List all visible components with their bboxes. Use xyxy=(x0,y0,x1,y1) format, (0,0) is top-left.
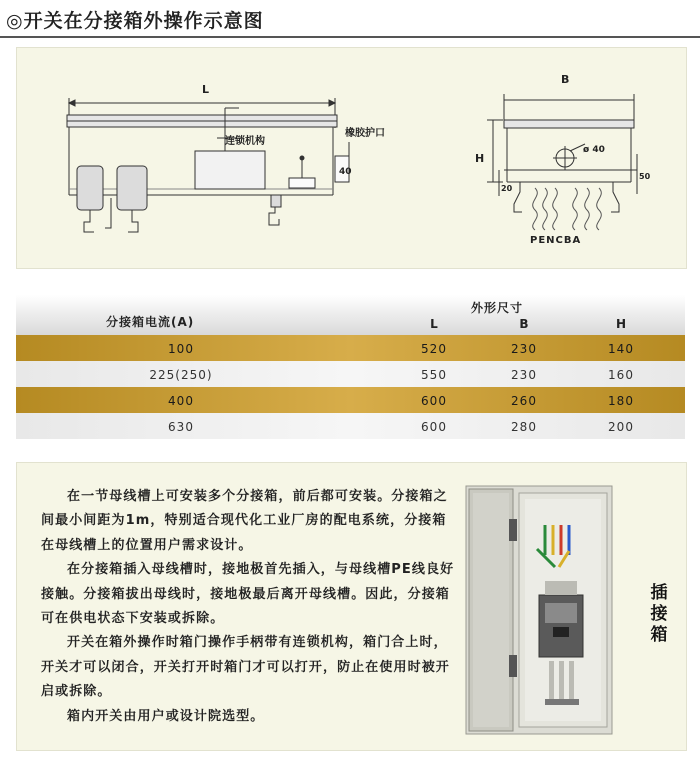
cell-l: 600 xyxy=(421,394,447,408)
dimension-table xyxy=(16,295,685,440)
page-title: ◎开关在分接箱外操作示意图 xyxy=(6,10,264,32)
dim-bottom-label: 20 xyxy=(501,184,513,193)
cell-l: 600 xyxy=(421,420,447,434)
table-row xyxy=(16,335,685,361)
plug-in-box-photo xyxy=(465,485,613,735)
description-text xyxy=(41,485,459,729)
end-view xyxy=(487,94,637,230)
photo-caption: 插接箱 xyxy=(650,583,668,645)
side-view xyxy=(67,98,349,232)
dim-length-label: L xyxy=(202,83,210,96)
paragraph: 在一节母线槽上可安装多个分接箱，前后都可安装。分接箱之间最小间距为1m，特别适合现代化工业厂房的配电系统，分接箱在母线槽上的位置用户需求设计。 xyxy=(41,489,448,553)
header-col-h: H xyxy=(615,317,627,331)
dim-side-label: 50 xyxy=(639,172,651,181)
header-current: 分接箱电流(A) xyxy=(106,315,195,329)
cell-b: 230 xyxy=(511,342,537,356)
cell-b: 230 xyxy=(511,368,537,382)
description-panel xyxy=(16,462,687,751)
switch-operation-diagram xyxy=(17,48,686,268)
cell-h: 160 xyxy=(608,368,634,382)
header-col-l: L xyxy=(430,317,438,331)
paragraph: 箱内开关由用户或设计院选型。 xyxy=(67,708,265,724)
header-dimensions: 外形尺寸 xyxy=(471,301,524,315)
rubber-guard-label: 橡胶护口 xyxy=(345,128,385,139)
cell-b: 280 xyxy=(511,420,537,434)
cell-l: 520 xyxy=(421,342,447,356)
interlock-label: 连锁机构 xyxy=(225,136,265,147)
cell-current: 400 xyxy=(168,394,194,408)
dim-hole-label: ø 40 xyxy=(583,145,605,155)
dim-guard-label: 40 xyxy=(339,167,352,177)
cell-current: 630 xyxy=(168,420,194,434)
table-header xyxy=(16,295,685,335)
phase-label: PENCBA xyxy=(530,235,582,246)
dim-width-label: B xyxy=(561,73,570,86)
cell-h: 180 xyxy=(608,394,634,408)
paragraph: 开关在箱外操作时箱门操作手柄带有连锁机构，箱门合上时，开关才可以闭合，开关打开时箱门才可以打开，防止在使用时被开启或拆除。 xyxy=(41,635,450,700)
table-row xyxy=(16,361,685,387)
header-col-b: B xyxy=(519,317,529,331)
paragraph: 在分接箱插入母线槽时，接地极首先插入，与母线槽PE线良好接触。分接箱拔出母线时，接地极最后离开母线槽。因此，分接箱可在供电状态下安装或拆除。 xyxy=(41,562,455,627)
cell-b: 260 xyxy=(511,394,537,408)
table-row xyxy=(16,387,685,413)
cell-h: 140 xyxy=(608,342,634,356)
diagram-panel xyxy=(16,47,687,269)
dim-height-label: H xyxy=(475,152,485,165)
cell-current: 225(250) xyxy=(149,368,213,382)
title-divider xyxy=(0,36,700,38)
cell-h: 200 xyxy=(608,420,634,434)
cell-current: 100 xyxy=(168,342,194,356)
cell-l: 550 xyxy=(421,368,447,382)
table-row xyxy=(16,413,685,439)
